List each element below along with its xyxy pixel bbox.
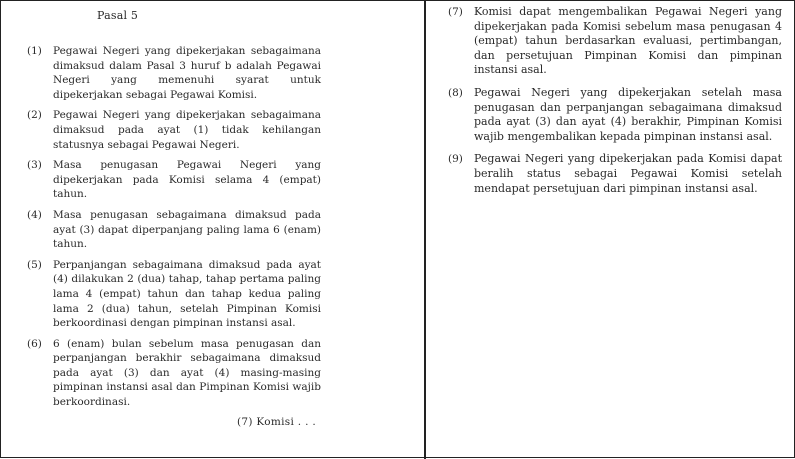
- paragraph-number: (9): [448, 153, 463, 166]
- paragraph-item: [27, 337, 424, 410]
- paragraph-text: Masa penugasan Pegawai Negeri yang dipekerjakan pada Komisi selama 4 (empat) tahun.: [53, 159, 321, 201]
- article-title: Pasal 5: [97, 9, 139, 22]
- paragraph-number: (4): [27, 208, 42, 221]
- paragraph-number: (5): [27, 258, 42, 271]
- paragraph-text: 6 (enam) bulan sebelum masa penugasan dan perpanjangan berakhir sebagaimana dimaksud pada ayat (3) dan ayat (4) masing-masing pimpinan instansi asal dan Pimpinan Komisi wajib berkoordinasi.: [53, 337, 321, 409]
- paragraph-text: Pegawai Negeri yang dipekerjakan sebagaimana dimaksud dalam Pasal 3 huruf b adalah Pegawai Negeri yang memenuhi syarat untuk dipekerjakan sebagai Pegawai Komisi.: [53, 45, 321, 101]
- paragraph-item: [27, 108, 424, 152]
- paragraph-text: Pegawai Negeri yang dipekerjakan sebagaimana dimaksud pada ayat (1) tidak kehilangan statusnya sebagai Pegawai Negeri.: [53, 109, 321, 151]
- paragraph-number: (3): [27, 159, 42, 172]
- paragraph-item: [27, 208, 424, 252]
- paragraph-number: (6): [27, 337, 42, 350]
- left-column: [1, 1, 424, 428]
- paragraph-text: Masa penugasan sebagaimana dimaksud pada ayat (3) dapat diperpanjang paling lama 6 (enam) tahun.: [53, 208, 321, 251]
- paragraph-text: Perpanjangan sebagaimana dimaksud pada ayat (4) dilakukan 2 (dua) tahap, tahap pertama paling lama 4 (empat) tahun dan tahap kedua paling lama 2 (dua) tahun, setelah Pimpinan Komisi berkoordinasi dengan pimpinan instansi asal.: [53, 258, 321, 330]
- paragraph-text: Pegawai Negeri yang dipekerjakan setelah masa penugasan dan perpanjangan sebagaimana dimaksud pada ayat (3) dan ayat (4) berakhir, Pimpinan Komisi wajib mengembalikan kepada pimpinan instansi asal.: [474, 85, 782, 143]
- paragraph-item: [448, 5, 795, 78]
- paragraph-number: (7): [448, 6, 463, 18]
- paragraph-item: [27, 44, 424, 102]
- paragraph-item: [448, 86, 795, 144]
- paragraph-number: (1): [27, 45, 42, 57]
- page-continuation-marker: (7) Komisi . . .: [237, 415, 316, 428]
- paragraph-item: [27, 258, 424, 331]
- paragraph-text: Komisi dapat mengembalikan Pegawai Negeri yang dipekerjakan pada Komisi sebelum masa penugasan 4 (empat) tahun berdasarkan evaluasi, pertimbangan, dan persetujuan Pimpinan Komisi dan pimpinan instansi asal.: [474, 5, 782, 77]
- paragraph-item: [27, 158, 424, 202]
- paragraph-text: Pegawai Negeri yang dipekerjakan pada Komisi dapat beralih status sebagai Pegawai Komisi setelah mendapat persetujuan dari pimpinan instansi asal.: [474, 152, 782, 195]
- paragraph-item: [448, 152, 795, 196]
- right-column: [426, 1, 795, 204]
- paragraph-number: (2): [27, 109, 42, 122]
- paragraph-number: (8): [448, 86, 463, 99]
